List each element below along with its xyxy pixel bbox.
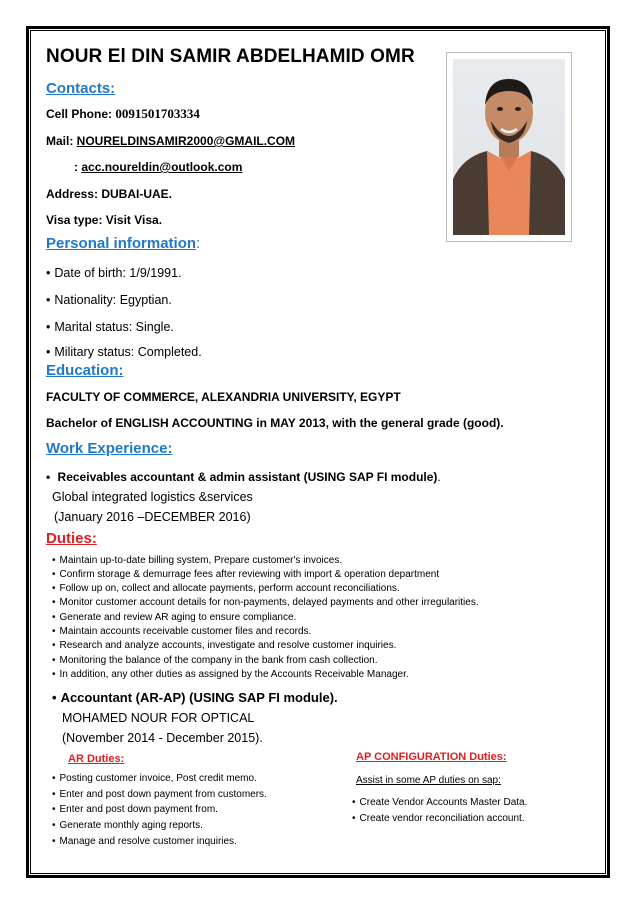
mail2-link[interactable]: acc.noureldin@outlook.com xyxy=(81,160,243,174)
ar-duty-item: • Manage and resolve customer inquiries. xyxy=(52,836,237,847)
cell-phone-value: 0091501703334 xyxy=(115,106,200,121)
candidate-name: NOUR El DIN SAMIR ABDELHAMID OMR xyxy=(46,46,415,67)
duty-item: • Maintain up-to-date billing system, Prepare customer's invoices. xyxy=(52,555,342,566)
mail2-row xyxy=(74,160,242,174)
ar-duty-item: • Enter and post down payment from. xyxy=(52,804,218,815)
ap-duty-item: • Create vendor reconciliation account. xyxy=(352,813,525,824)
contacts-heading: Contacts: xyxy=(46,80,116,97)
personal-item: • Nationality: Egyptian. xyxy=(46,293,172,307)
job1-title-row xyxy=(46,470,441,484)
education-line: Bachelor of ENGLISH ACCOUNTING in MAY 2013, with the general grade (good). xyxy=(46,416,504,430)
job2-company: MOHAMED NOUR FOR OPTICAL xyxy=(62,711,255,725)
education-heading: Education: xyxy=(46,362,124,379)
portrait-image xyxy=(453,59,565,235)
job1-title-end: . xyxy=(437,470,441,484)
personal-item: • Date of birth: 1/9/1991. xyxy=(46,266,182,280)
ap-intro: Assist in some AP duties on sap: xyxy=(356,775,501,786)
ap-config-heading: AP CONFIGURATION Duties: xyxy=(356,751,507,763)
personal-item: • Military status: Completed. xyxy=(46,345,202,359)
cell-phone-row xyxy=(46,106,200,122)
duty-item: • Confirm storage & demurrage fees after reviewing with import & operation department xyxy=(52,569,439,580)
duty-item: • Monitoring the balance of the company in the bank from cash collection. xyxy=(52,655,377,666)
personal-info-colon: : xyxy=(196,235,201,252)
education-line: FACULTY OF COMMERCE, ALEXANDRIA UNIVERSITY, EGYPT xyxy=(46,390,401,404)
job1-title: Receivables accountant & admin assistant (USING SAP FI module) xyxy=(57,470,438,484)
personal-info-heading: Personal information xyxy=(46,235,197,252)
mail2-prefix: : xyxy=(74,160,82,174)
address: Address: DUBAI-UAE. xyxy=(46,187,173,201)
duty-item: • Monitor customer account details for non-payments, delayed payments and other irregularities. xyxy=(52,597,479,608)
personal-item: • Marital status: Single. xyxy=(46,320,174,334)
ap-duty-item: • Create Vendor Accounts Master Data. xyxy=(352,797,527,808)
mail-link[interactable]: NOURELDINSAMIR2000@GMAIL.COM xyxy=(76,134,296,148)
mail-label: Mail: xyxy=(46,134,77,148)
duties-heading: Duties: xyxy=(46,530,97,547)
ar-duty-item: • Posting customer invoice, Post credit memo. xyxy=(52,773,257,784)
job2-title: • Accountant (AR-AP) (USING SAP FI module). xyxy=(52,690,338,705)
job2-dates: (November 2014 - December 2015). xyxy=(62,731,263,745)
ar-duties-heading: AR Duties: xyxy=(68,753,125,765)
duty-item: • Generate and review AR aging to ensure compliance. xyxy=(52,612,296,623)
duty-item: • Follow up on, collect and allocate payments, perform account reconciliations. xyxy=(52,583,400,594)
visa-type: Visa type: Visit Visa. xyxy=(46,213,163,227)
personal-info-heading-row xyxy=(46,235,200,253)
ar-duty-item: • Enter and post down payment from customers. xyxy=(52,789,267,800)
job1-company: Global integrated logistics &services xyxy=(52,490,253,504)
ar-duty-item: • Generate monthly aging reports. xyxy=(52,820,203,831)
duty-item: • Maintain accounts receivable customer files and records. xyxy=(52,626,311,637)
cell-phone-label: Cell Phone: xyxy=(46,107,116,121)
mail-row xyxy=(46,134,295,148)
job1-dates: (January 2016 –DECEMBER 2016) xyxy=(54,510,251,524)
duty-item: • Research and analyze accounts, investigate and resolve customer inquiries. xyxy=(52,640,396,651)
work-experience-heading: Work Experience: xyxy=(46,440,173,457)
profile-photo xyxy=(446,52,572,242)
duty-item: • In addition, any other duties as assigned by the Accounts Receivable Manager. xyxy=(52,669,409,680)
